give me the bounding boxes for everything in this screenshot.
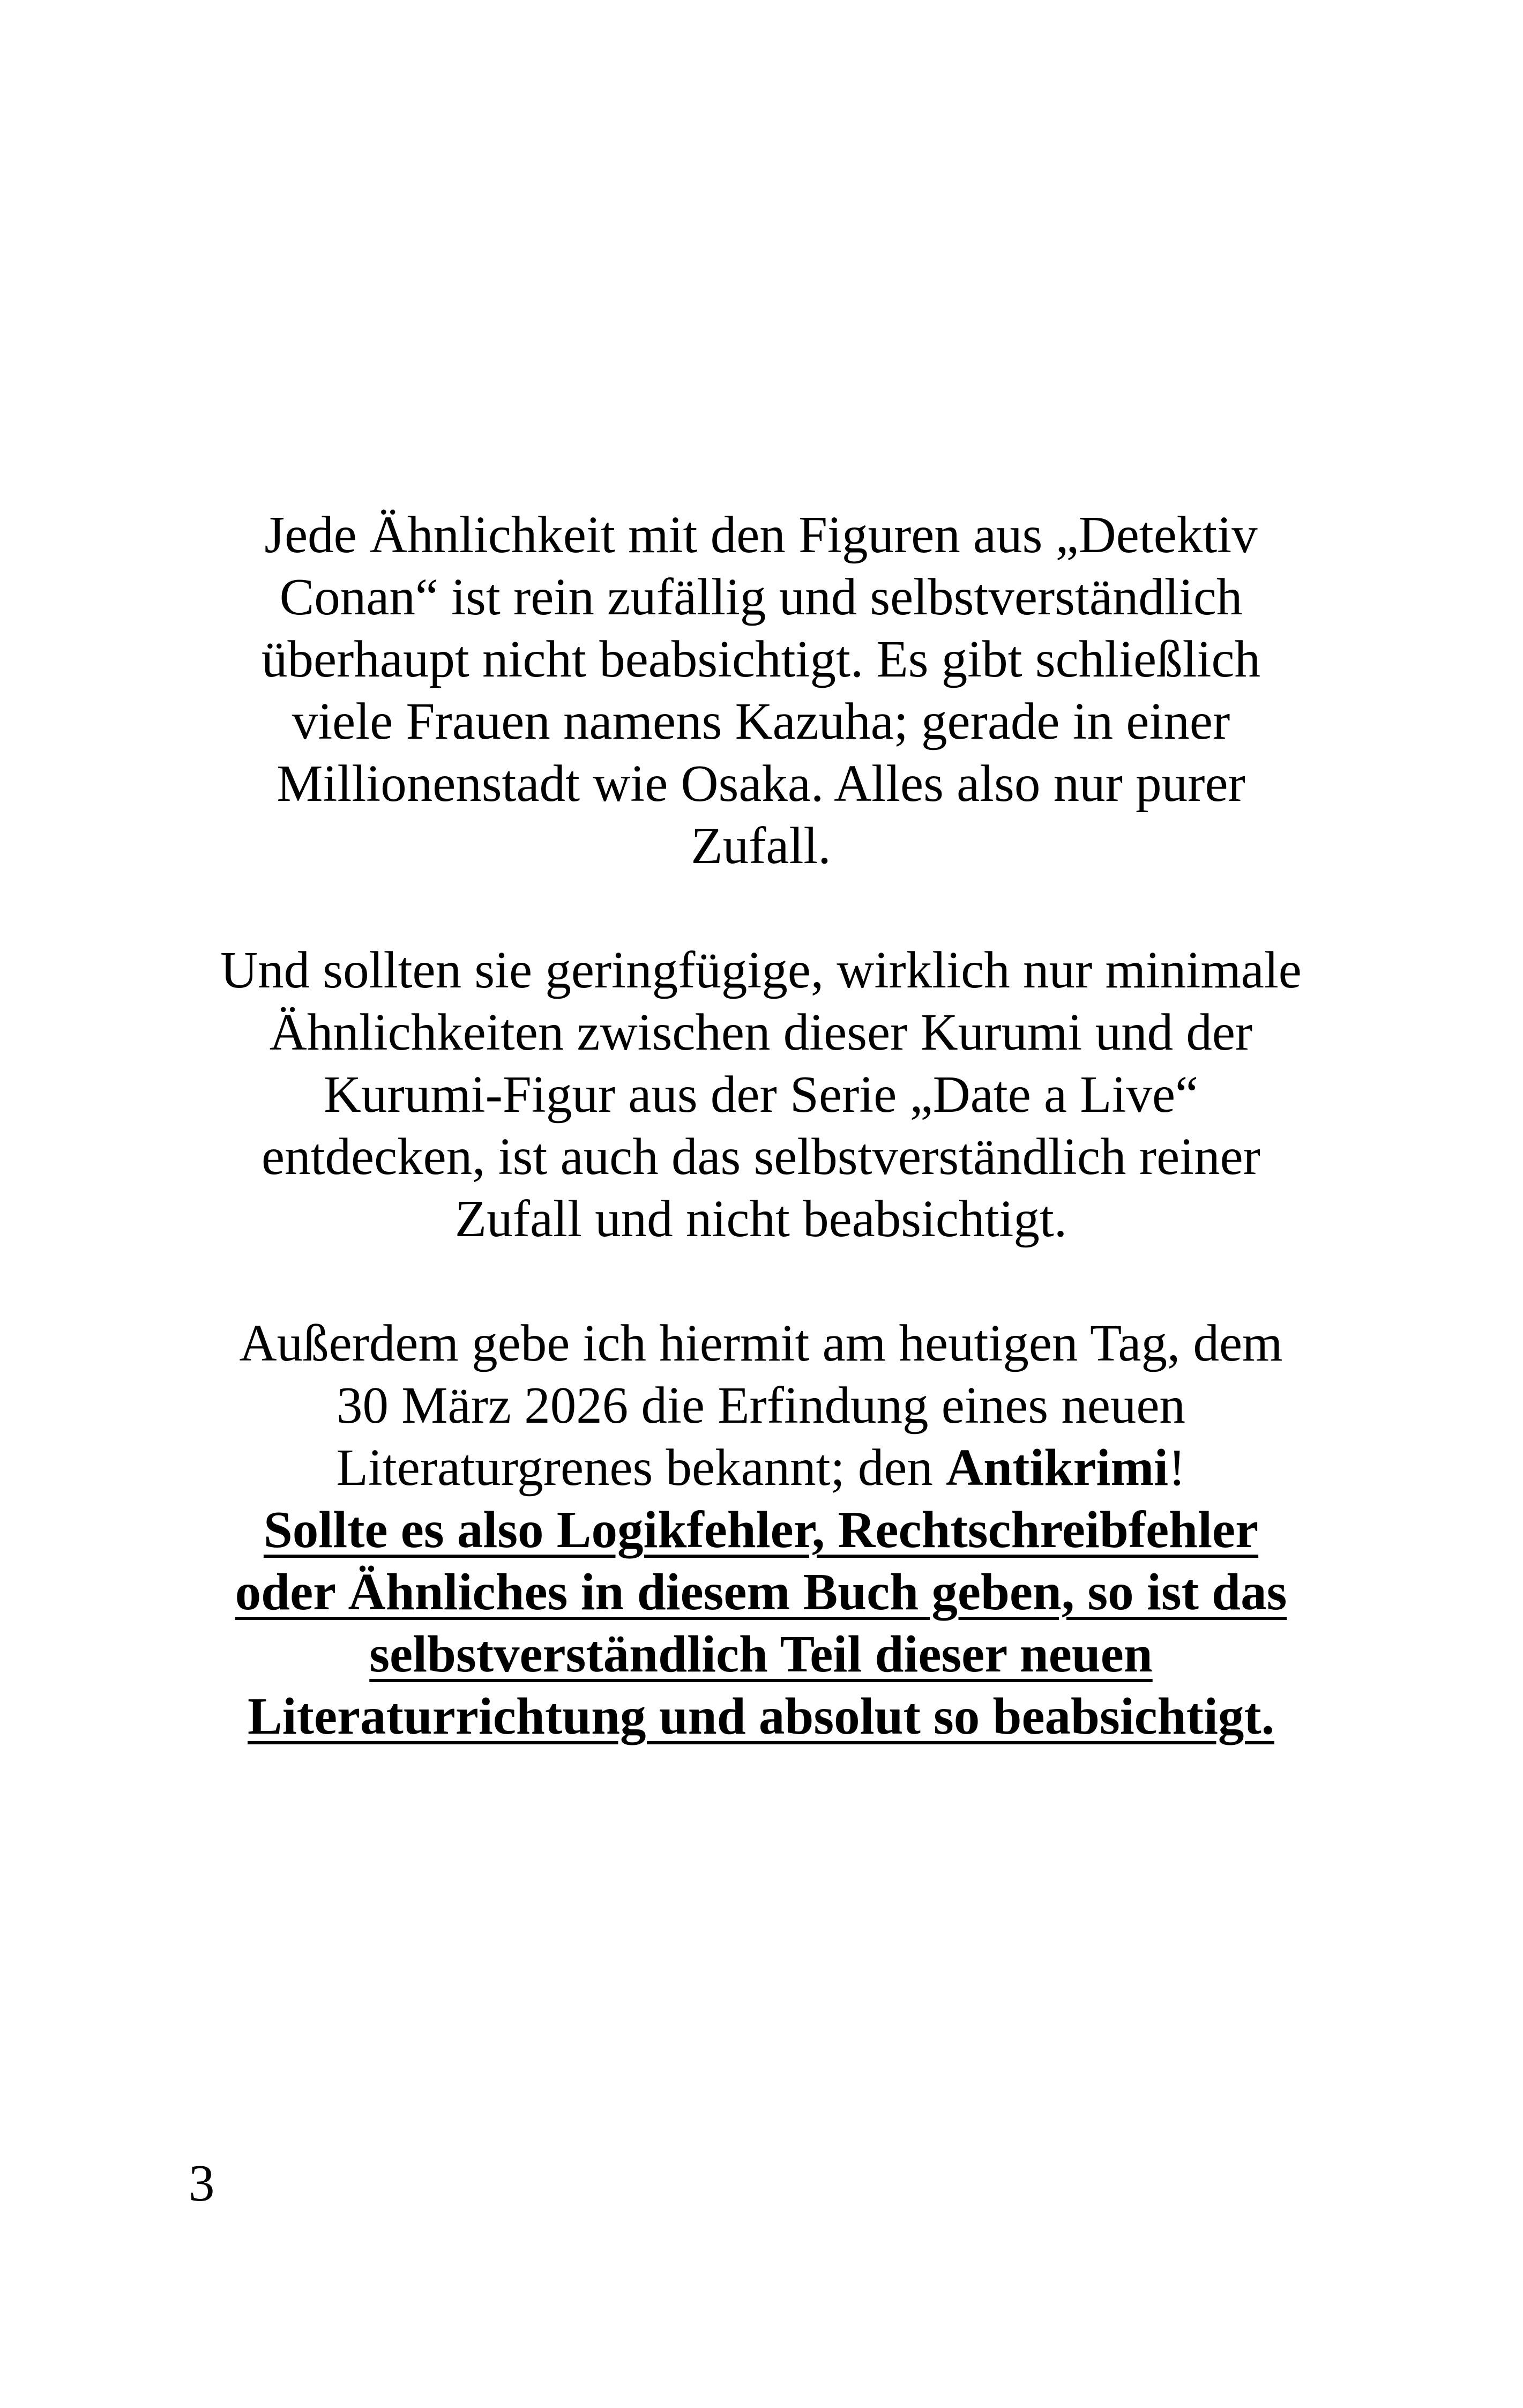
text-fragment: Literaturgrenes bekannt; den <box>336 1439 946 1496</box>
text-line: Zufall. <box>691 817 831 874</box>
underlined-line: selbstverständlich Teil dieser neuen <box>369 1625 1153 1683</box>
text-line: 30 März 2026 die Erfindung eines neuen <box>337 1377 1185 1434</box>
text-line: Kurumi-Figur aus der Serie „Date a Live“ <box>323 1066 1199 1123</box>
text-fragment: ! <box>1168 1439 1186 1496</box>
antikrimi-paragraph <box>177 1312 1345 1748</box>
disclaimer-paragraph-conan <box>177 504 1345 877</box>
text-line: Conan“ ist rein zufällig und selbstverständlich <box>279 568 1243 626</box>
underlined-line: Sollte es also Logikfehler, Rechtschreibfehler <box>263 1501 1259 1558</box>
text-line: Außerdem gebe ich hiermit am heutigen Tag, dem <box>239 1314 1283 1372</box>
underlined-line: Literaturrichtung und absolut so beabsichtigt. <box>248 1688 1274 1745</box>
text-line: Millionenstadt wie Osaka. Alles also nur purer <box>277 755 1245 812</box>
page-text <box>177 504 1345 1748</box>
underlined-line: oder Ähnliches in diesem Buch geben, so ist das <box>235 1563 1287 1621</box>
text-line: überhaupt nicht beabsichtigt. Es gibt schließlich <box>261 630 1261 688</box>
disclaimer-paragraph-kurumi <box>177 939 1345 1250</box>
page-number: 3 <box>189 2154 215 2212</box>
text-line: Zufall und nicht beabsichtigt. <box>454 1190 1067 1247</box>
text-line: Jede Ähnlichkeit mit den Figuren aus „Detektiv <box>264 506 1258 563</box>
text-line: viele Frauen namens Kazuha; gerade in einer <box>292 693 1230 750</box>
text-line: Und sollten sie geringfügige, wirklich nur minimale <box>220 941 1302 999</box>
text-line: Ähnlichkeiten zwischen dieser Kurumi und der <box>269 1004 1253 1061</box>
emphasized-statement <box>177 1499 1345 1748</box>
antikrimi-term: Antikrimi <box>946 1439 1169 1496</box>
text-line <box>177 1437 1345 1499</box>
text-line: entdecken, ist auch das selbstverständlich reiner <box>262 1128 1260 1185</box>
